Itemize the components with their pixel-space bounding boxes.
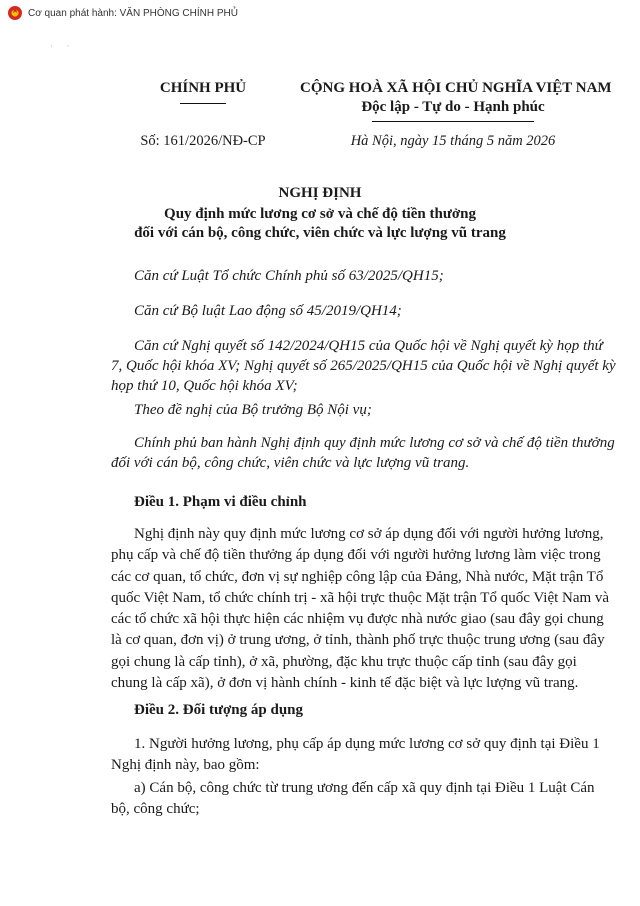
document-type: NGHỊ ĐỊNH	[278, 185, 362, 201]
article-2-point-a: a) Cán bộ, công chức từ trung ương đến cấp xã quy định tại Điều 1 Luật Cán bộ, công chức;	[111, 780, 595, 818]
document-number: Số: 161/2026/NĐ-CP	[140, 133, 266, 149]
motto-underline	[372, 121, 534, 122]
article-2-clause-1: 1. Người hưởng lương, phụ cấp áp dụng mức lương cơ sở quy định tại Điều 1 Nghị định này, bao gồm:	[111, 736, 600, 774]
national-name: CỘNG HOÀ XÃ HỘI CHỦ NGHĨA VIỆT NAM	[300, 80, 612, 96]
agency-name: CHÍNH PHỦ	[159, 80, 247, 96]
enactment-statement: Chính phủ ban hành Nghị định quy định mức lương cơ sở và chế độ tiền thưởng đối với cán bộ, công chức, viên chức và lực lượng vũ trang.	[111, 435, 615, 471]
legal-basis-2: Căn cứ Bộ luật Lao động số 45/2019/QH14;	[134, 303, 402, 319]
article-1-paragraph: Nghị định này quy định mức lương cơ sở áp dụng đối với người hưởng lương, phụ cấp và chế độ tiền thưởng áp dụng đối với người hưởng lương làm việc trong các cơ quan, tổ chức, đơn vị sự nghiệp công lập của Đảng, Nhà nước, Mặt trận Tổ quốc Việt Nam, tổ chức chính trị - xã hội trực thuộc Mặt trận Tổ quốc Việt Nam và các tổ chức xã hội thực hiện các nhiệm vụ được nhà nước giao (sau đây gọi chung là cơ quan, đơn vị) ở trung ương, ở tỉnh, thành phố trực thuộc trung ương (sau đây gọi chung là cấp tỉnh), ở xã, phường, đặc khu trực thuộc cấp tỉnh (sau đây gọi chung là cấp xã), ở đơn vị hành chính - kinh tế đặc biệt và lực lượng vũ trang.	[111, 526, 610, 692]
issuer-label: Cơ quan phát hành: VĂN PHÒNG CHÍNH PHỦ	[28, 7, 238, 19]
subject-line-1: Quy định mức lương cơ sở và chế độ tiền thưởng	[164, 206, 476, 222]
subject-line-2: đối với cán bộ, công chức, viên chức và lực lượng vũ trang	[134, 225, 506, 241]
article-2-title: Điều 2. Đối tượng áp dụng	[134, 702, 304, 718]
article-1-title: Điều 1. Phạm vi điều chỉnh	[134, 494, 307, 510]
document-subject	[0, 205, 640, 243]
national-emblem-icon	[8, 6, 22, 20]
legal-basis-3: Căn cứ Nghị quyết số 142/2024/QH15 của Quốc hội về Nghị quyết kỳ họp thứ 7, Quốc hội khóa XV; Nghị quyết số 265/2025/QH15 của Quốc hội về Nghị quyết kỳ họp thứ 10, Quốc hội khóa XV;	[111, 338, 616, 394]
national-motto: Độc lập - Tự do - Hạnh phúc	[361, 99, 545, 115]
place-and-date: Hà Nội, ngày 15 tháng 5 năm 2026	[350, 133, 556, 149]
scan-specks: · ·	[50, 42, 76, 51]
legal-basis-4: Theo đề nghị của Bộ trưởng Bộ Nội vụ;	[134, 402, 372, 418]
issuer-banner	[8, 6, 238, 20]
legal-basis-1: Căn cứ Luật Tổ chức Chính phủ số 63/2025/QH15;	[134, 268, 444, 284]
agency-underline	[180, 103, 226, 104]
